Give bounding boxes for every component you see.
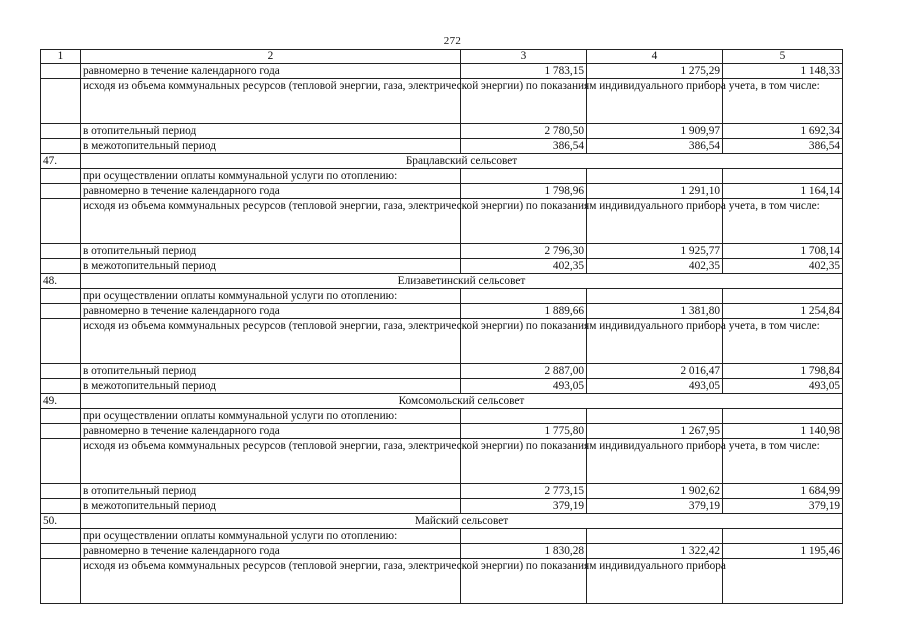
row-label: в межотопительный период bbox=[81, 139, 461, 154]
table-row bbox=[41, 424, 843, 439]
row-label: в отопительный период bbox=[81, 364, 461, 379]
table-row bbox=[41, 199, 843, 244]
row-label: исходя из объема коммунальных ресурсов (тепловой энергии, газа, электрической энергии) по показаниям индивидуального прибора bbox=[81, 559, 461, 604]
row-number-cell bbox=[41, 529, 81, 544]
row-number-cell bbox=[41, 544, 81, 559]
row-number-cell bbox=[41, 79, 81, 124]
row-number-cell bbox=[41, 169, 81, 184]
row-label: в отопительный период bbox=[81, 124, 461, 139]
value-cell-col4: 1 291,10 bbox=[587, 184, 723, 199]
row-number-cell bbox=[41, 124, 81, 139]
value-cell-col4: 1 275,29 bbox=[587, 64, 723, 79]
row-label: в отопительный период bbox=[81, 244, 461, 259]
table-row bbox=[41, 439, 843, 484]
value-cell-col5: 1 708,14 bbox=[723, 244, 843, 259]
row-label: в межотопительный период bbox=[81, 499, 461, 514]
value-cell-col4: 1 322,42 bbox=[587, 544, 723, 559]
tariff-table bbox=[40, 49, 843, 604]
row-number-cell bbox=[41, 304, 81, 319]
row-label: в межотопительный период bbox=[81, 259, 461, 274]
value-cell-col5 bbox=[723, 409, 843, 424]
row-label: равномерно в течение календарного года bbox=[81, 544, 461, 559]
value-cell-col5: 1 140,98 bbox=[723, 424, 843, 439]
section-title: Майский сельсовет bbox=[81, 514, 843, 529]
value-cell-col5: 1 692,34 bbox=[723, 124, 843, 139]
table-row bbox=[41, 64, 843, 79]
value-cell-col5 bbox=[723, 559, 843, 604]
value-cell-col4 bbox=[587, 169, 723, 184]
value-cell-col5: 1 148,33 bbox=[723, 64, 843, 79]
section-title: Елизаветинский сельсовет bbox=[81, 274, 843, 289]
value-cell-col3: 379,19 bbox=[461, 499, 587, 514]
row-number-cell bbox=[41, 379, 81, 394]
section-number: 50. bbox=[41, 514, 81, 529]
row-number-cell bbox=[41, 64, 81, 79]
row-number-cell bbox=[41, 559, 81, 604]
value-cell-col4: 1 925,77 bbox=[587, 244, 723, 259]
page-number: 272 bbox=[443, 35, 462, 47]
value-cell-col3: 1 830,28 bbox=[461, 544, 587, 559]
value-cell-col4: 1 267,95 bbox=[587, 424, 723, 439]
section-header-row bbox=[41, 514, 843, 529]
row-number-cell bbox=[41, 199, 81, 244]
row-number-cell bbox=[41, 139, 81, 154]
row-label: равномерно в течение календарного года bbox=[81, 304, 461, 319]
value-cell-col4: 379,19 bbox=[587, 499, 723, 514]
row-label: равномерно в течение календарного года bbox=[81, 184, 461, 199]
value-cell-col4 bbox=[587, 409, 723, 424]
value-cell-col5: 1 195,46 bbox=[723, 544, 843, 559]
row-number-cell bbox=[41, 499, 81, 514]
value-cell-col5: 379,19 bbox=[723, 499, 843, 514]
table-row bbox=[41, 79, 843, 124]
table-row bbox=[41, 529, 843, 544]
table-row bbox=[41, 364, 843, 379]
value-cell-col5: 402,35 bbox=[723, 259, 843, 274]
row-number-cell bbox=[41, 289, 81, 304]
table-row bbox=[41, 259, 843, 274]
row-label: исходя из объема коммунальных ресурсов (тепловой энергии, газа, электрической энергии) по показаниям индивидуального прибора учета, в том числе: bbox=[81, 439, 461, 484]
value-cell-col3: 402,35 bbox=[461, 259, 587, 274]
tariff-table-body bbox=[41, 50, 843, 604]
row-label: в отопительный период bbox=[81, 484, 461, 499]
section-header-row bbox=[41, 274, 843, 289]
row-label: равномерно в течение календарного года bbox=[81, 424, 461, 439]
row-number-cell bbox=[41, 424, 81, 439]
value-cell-col3 bbox=[461, 529, 587, 544]
value-cell-col4: 2 016,47 bbox=[587, 364, 723, 379]
value-cell-col3: 2 796,30 bbox=[461, 244, 587, 259]
row-number-cell bbox=[41, 244, 81, 259]
value-cell-col3: 1 775,80 bbox=[461, 424, 587, 439]
column-number: 3 bbox=[461, 50, 587, 64]
row-label: при осуществлении оплаты коммунальной услуги по отоплению: bbox=[81, 409, 461, 424]
value-cell-col5: 1 798,84 bbox=[723, 364, 843, 379]
table-row bbox=[41, 124, 843, 139]
table-row bbox=[41, 559, 843, 604]
section-header-row bbox=[41, 154, 843, 169]
row-number-cell bbox=[41, 319, 81, 364]
table-row bbox=[41, 499, 843, 514]
value-cell-col5: 1 254,84 bbox=[723, 304, 843, 319]
value-cell-col4: 386,54 bbox=[587, 139, 723, 154]
section-title: Комсомольский сельсовет bbox=[81, 394, 843, 409]
value-cell-col4: 493,05 bbox=[587, 379, 723, 394]
row-label: исходя из объема коммунальных ресурсов (тепловой энергии, газа, электрической энергии) по показаниям индивидуального прибора учета, в том числе: bbox=[81, 319, 461, 364]
row-number-cell bbox=[41, 439, 81, 484]
table-row bbox=[41, 139, 843, 154]
value-cell-col3: 1 783,15 bbox=[461, 64, 587, 79]
row-number-cell bbox=[41, 259, 81, 274]
section-title: Брацлавский сельсовет bbox=[81, 154, 843, 169]
row-number-cell bbox=[41, 364, 81, 379]
table-row bbox=[41, 184, 843, 199]
value-cell-col4 bbox=[587, 529, 723, 544]
row-label: исходя из объема коммунальных ресурсов (тепловой энергии, газа, электрической энергии) по показаниям индивидуального прибора учета, в том числе: bbox=[81, 199, 461, 244]
row-label: при осуществлении оплаты коммунальной услуги по отоплению: bbox=[81, 289, 461, 304]
table-row bbox=[41, 409, 843, 424]
section-number: 49. bbox=[41, 394, 81, 409]
value-cell-col3: 1 889,66 bbox=[461, 304, 587, 319]
table-row bbox=[41, 244, 843, 259]
table-row bbox=[41, 484, 843, 499]
section-number: 48. bbox=[41, 274, 81, 289]
value-cell-col5: 1 164,14 bbox=[723, 184, 843, 199]
value-cell-col3: 1 798,96 bbox=[461, 184, 587, 199]
row-label: исходя из объема коммунальных ресурсов (тепловой энергии, газа, электрической энергии) по показаниям индивидуального прибора учета, в том числе: bbox=[81, 79, 461, 124]
value-cell-col4 bbox=[587, 289, 723, 304]
row-number-cell bbox=[41, 184, 81, 199]
table-row bbox=[41, 319, 843, 364]
value-cell-col3: 2 887,00 bbox=[461, 364, 587, 379]
row-label: равномерно в течение календарного года bbox=[81, 64, 461, 79]
column-number: 1 bbox=[41, 50, 81, 64]
value-cell-col4: 402,35 bbox=[587, 259, 723, 274]
value-cell-col3: 2 773,15 bbox=[461, 484, 587, 499]
value-cell-col5 bbox=[723, 529, 843, 544]
value-cell-col5: 386,54 bbox=[723, 139, 843, 154]
value-cell-col4: 1 902,62 bbox=[587, 484, 723, 499]
value-cell-col5: 1 684,99 bbox=[723, 484, 843, 499]
value-cell-col5 bbox=[723, 289, 843, 304]
column-number: 4 bbox=[587, 50, 723, 64]
row-number-cell bbox=[41, 484, 81, 499]
table-row bbox=[41, 544, 843, 559]
section-number: 47. bbox=[41, 154, 81, 169]
row-label: при осуществлении оплаты коммунальной услуги по отоплению: bbox=[81, 169, 461, 184]
row-label: при осуществлении оплаты коммунальной услуги по отоплению: bbox=[81, 529, 461, 544]
value-cell-col3 bbox=[461, 169, 587, 184]
table-row bbox=[41, 289, 843, 304]
section-header-row bbox=[41, 394, 843, 409]
value-cell-col4: 1 909,97 bbox=[587, 124, 723, 139]
column-number: 2 bbox=[81, 50, 461, 64]
value-cell-col3 bbox=[461, 289, 587, 304]
table-row bbox=[41, 304, 843, 319]
value-cell-col4: 1 381,80 bbox=[587, 304, 723, 319]
value-cell-col5: 493,05 bbox=[723, 379, 843, 394]
value-cell-col3: 493,05 bbox=[461, 379, 587, 394]
value-cell-col3: 386,54 bbox=[461, 139, 587, 154]
row-number-cell bbox=[41, 409, 81, 424]
row-label: в межотопительный период bbox=[81, 379, 461, 394]
value-cell-col3 bbox=[461, 409, 587, 424]
value-cell-col5 bbox=[723, 169, 843, 184]
column-number: 5 bbox=[723, 50, 843, 64]
value-cell-col3: 2 780,50 bbox=[461, 124, 587, 139]
table-row bbox=[41, 169, 843, 184]
column-number-row bbox=[41, 50, 843, 64]
table-row bbox=[41, 379, 843, 394]
